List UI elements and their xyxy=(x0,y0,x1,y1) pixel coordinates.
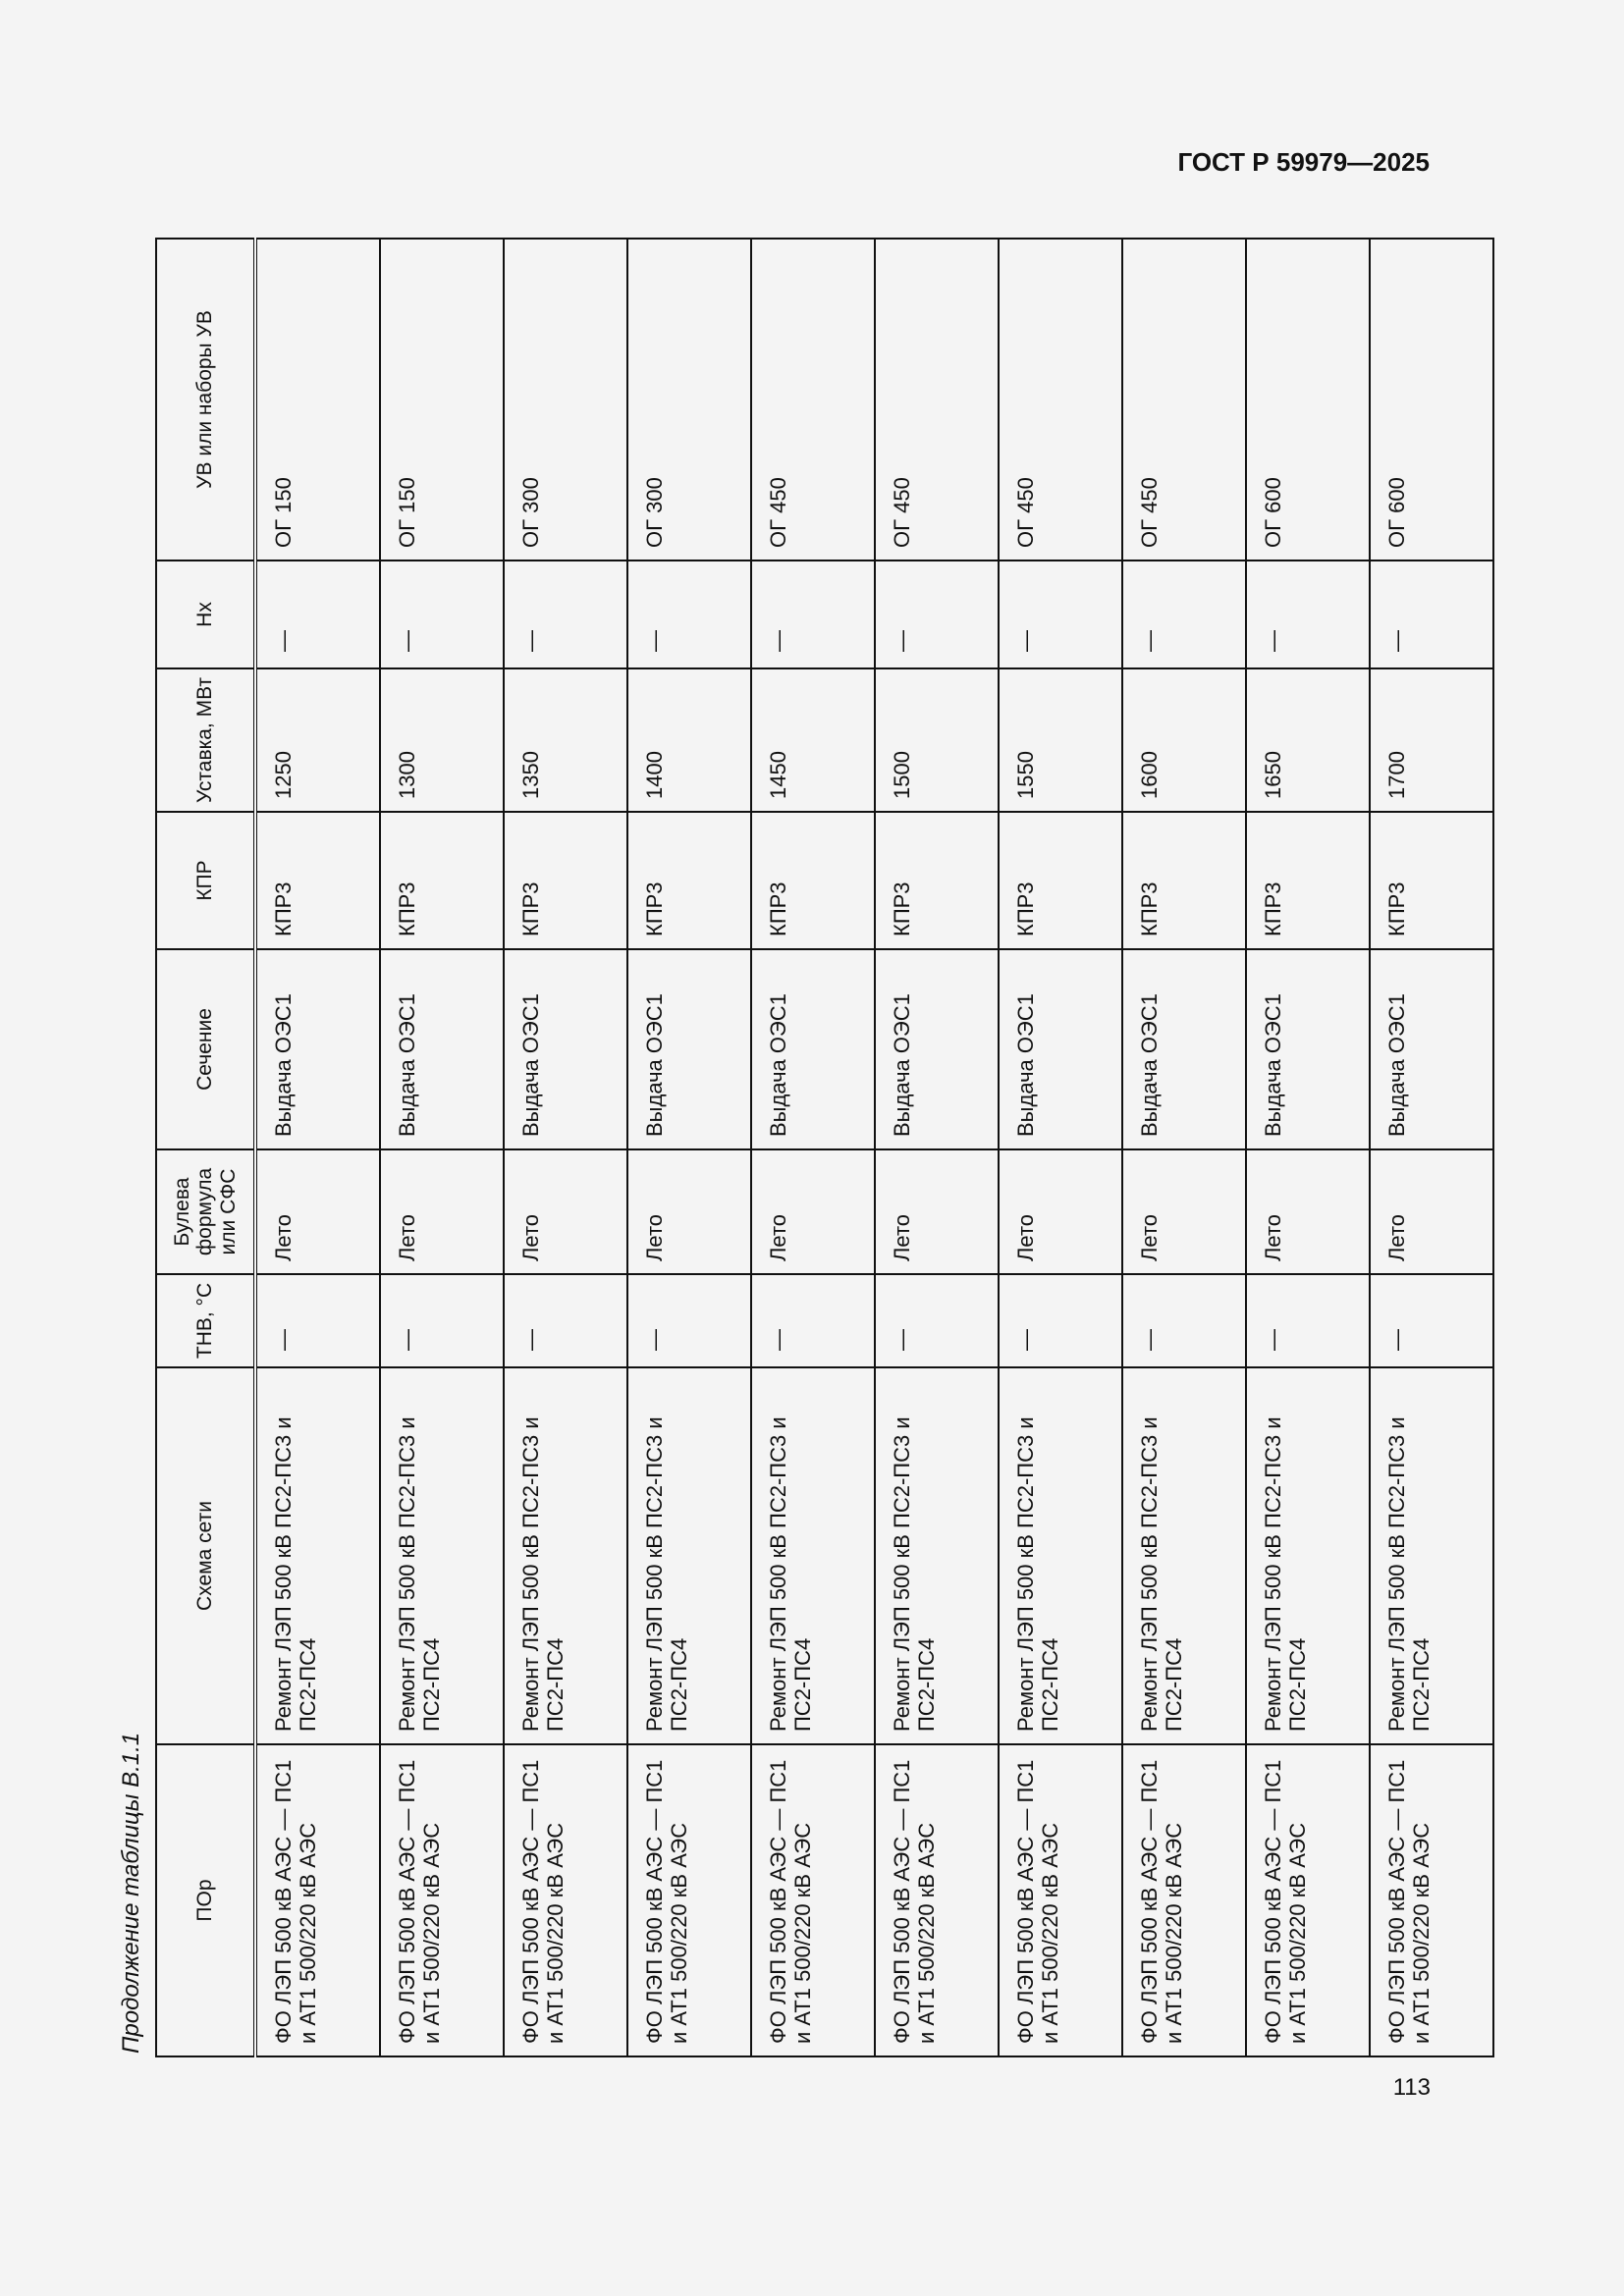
cell-setpoint: 1250 xyxy=(255,668,380,812)
cell-uv: ОГ 450 xyxy=(875,239,999,561)
cell-nx: — xyxy=(1122,561,1246,668)
table-row xyxy=(1246,239,1370,2056)
cell-kpr: КПР3 xyxy=(627,812,751,949)
cell-kpr: КПР3 xyxy=(380,812,504,949)
cell-tnv: — xyxy=(380,1274,504,1367)
cell-por: ФО ЛЭП 500 кВ АЭС — ПС1 и АТ1 500/220 кВ АЭС xyxy=(875,1744,999,2056)
col-header-formula: Булева формула или СФС xyxy=(156,1149,255,1274)
cell-formula: Лето xyxy=(255,1149,380,1274)
cell-scheme: Ремонт ЛЭП 500 кВ ПС2-ПС3 и ПС2-ПС4 xyxy=(1246,1367,1370,1744)
cell-setpoint: 1300 xyxy=(380,668,504,812)
cell-setpoint: 1450 xyxy=(751,668,875,812)
cell-por: ФО ЛЭП 500 кВ АЭС — ПС1 и АТ1 500/220 кВ АЭС xyxy=(255,1744,380,2056)
cell-kpr: КПР3 xyxy=(1370,812,1493,949)
cell-formula: Лето xyxy=(875,1149,999,1274)
table-row xyxy=(1122,239,1246,2056)
cell-por: ФО ЛЭП 500 кВ АЭС — ПС1 и АТ1 500/220 кВ АЭС xyxy=(627,1744,751,2056)
cell-section: Выдача ОЭС1 xyxy=(875,949,999,1149)
cell-scheme: Ремонт ЛЭП 500 кВ ПС2-ПС3 и ПС2-ПС4 xyxy=(875,1367,999,1744)
table-row xyxy=(999,239,1122,2056)
cell-formula: Лето xyxy=(999,1149,1122,1274)
cell-kpr: КПР3 xyxy=(751,812,875,949)
cell-por: ФО ЛЭП 500 кВ АЭС — ПС1 и АТ1 500/220 кВ АЭС xyxy=(1122,1744,1246,2056)
cell-uv: ОГ 450 xyxy=(751,239,875,561)
col-header-scheme: Схема сети xyxy=(156,1367,255,1744)
cell-nx: — xyxy=(1370,561,1493,668)
cell-section: Выдача ОЭС1 xyxy=(999,949,1122,1149)
cell-nx: — xyxy=(875,561,999,668)
table-row xyxy=(380,239,504,2056)
cell-setpoint: 1600 xyxy=(1122,668,1246,812)
cell-tnv: — xyxy=(751,1274,875,1367)
cell-section: Выдача ОЭС1 xyxy=(255,949,380,1149)
cell-nx: — xyxy=(751,561,875,668)
cell-por: ФО ЛЭП 500 кВ АЭС — ПС1 и АТ1 500/220 кВ АЭС xyxy=(1370,1744,1493,2056)
cell-nx: — xyxy=(255,561,380,668)
cell-tnv: — xyxy=(875,1274,999,1367)
cell-uv: ОГ 450 xyxy=(999,239,1122,561)
cell-section: Выдача ОЭС1 xyxy=(1370,949,1493,1149)
data-table xyxy=(155,238,1494,2057)
cell-setpoint: 1650 xyxy=(1246,668,1370,812)
cell-section: Выдача ОЭС1 xyxy=(1122,949,1246,1149)
col-header-setpoint: Уставка, МВт xyxy=(156,668,255,812)
table-row xyxy=(255,239,380,2056)
cell-kpr: КПР3 xyxy=(1246,812,1370,949)
cell-formula: Лето xyxy=(504,1149,627,1274)
table-row xyxy=(1370,239,1493,2056)
cell-uv: ОГ 300 xyxy=(504,239,627,561)
table-header-row xyxy=(156,239,255,2056)
cell-uv: ОГ 600 xyxy=(1246,239,1370,561)
cell-scheme: Ремонт ЛЭП 500 кВ ПС2-ПС3 и ПС2-ПС4 xyxy=(999,1367,1122,1744)
cell-tnv: — xyxy=(627,1274,751,1367)
cell-formula: Лето xyxy=(1370,1149,1493,1274)
document-header: ГОСТ Р 59979—2025 xyxy=(1177,147,1430,177)
cell-scheme: Ремонт ЛЭП 500 кВ ПС2-ПС3 и ПС2-ПС4 xyxy=(504,1367,627,1744)
rotated-table-block xyxy=(118,216,1435,2057)
col-header-nx: Нх xyxy=(156,561,255,668)
cell-kpr: КПР3 xyxy=(1122,812,1246,949)
cell-por: ФО ЛЭП 500 кВ АЭС — ПС1 и АТ1 500/220 кВ АЭС xyxy=(999,1744,1122,2056)
cell-por: ФО ЛЭП 500 кВ АЭС — ПС1 и АТ1 500/220 кВ АЭС xyxy=(380,1744,504,2056)
cell-nx: — xyxy=(999,561,1122,668)
cell-tnv: — xyxy=(999,1274,1122,1367)
cell-tnv: — xyxy=(504,1274,627,1367)
cell-setpoint: 1350 xyxy=(504,668,627,812)
cell-formula: Лето xyxy=(380,1149,504,1274)
cell-nx: — xyxy=(1246,561,1370,668)
cell-tnv: — xyxy=(1122,1274,1246,1367)
cell-section: Выдача ОЭС1 xyxy=(504,949,627,1149)
table-row xyxy=(627,239,751,2056)
col-header-section: Сечение xyxy=(156,949,255,1149)
cell-scheme: Ремонт ЛЭП 500 кВ ПС2-ПС3 и ПС2-ПС4 xyxy=(751,1367,875,1744)
cell-setpoint: 1400 xyxy=(627,668,751,812)
cell-scheme: Ремонт ЛЭП 500 кВ ПС2-ПС3 и ПС2-ПС4 xyxy=(1122,1367,1246,1744)
cell-section: Выдача ОЭС1 xyxy=(751,949,875,1149)
cell-por: ФО ЛЭП 500 кВ АЭС — ПС1 и АТ1 500/220 кВ АЭС xyxy=(751,1744,875,2056)
cell-uv: ОГ 150 xyxy=(255,239,380,561)
cell-section: Выдача ОЭС1 xyxy=(1246,949,1370,1149)
cell-scheme: Ремонт ЛЭП 500 кВ ПС2-ПС3 и ПС2-ПС4 xyxy=(1370,1367,1493,1744)
cell-uv: ОГ 300 xyxy=(627,239,751,561)
cell-kpr: КПР3 xyxy=(999,812,1122,949)
cell-formula: Лето xyxy=(751,1149,875,1274)
col-header-tnv: ТНВ, °С xyxy=(156,1274,255,1367)
cell-kpr: КПР3 xyxy=(504,812,627,949)
cell-nx: — xyxy=(380,561,504,668)
cell-setpoint: 1500 xyxy=(875,668,999,812)
cell-tnv: — xyxy=(1370,1274,1493,1367)
cell-por: ФО ЛЭП 500 кВ АЭС — ПС1 и АТ1 500/220 кВ АЭС xyxy=(1246,1744,1370,2056)
cell-formula: Лето xyxy=(1122,1149,1246,1274)
cell-scheme: Ремонт ЛЭП 500 кВ ПС2-ПС3 и ПС2-ПС4 xyxy=(627,1367,751,1744)
cell-nx: — xyxy=(627,561,751,668)
table-row xyxy=(504,239,627,2056)
cell-nx: — xyxy=(504,561,627,668)
cell-tnv: — xyxy=(1246,1274,1370,1367)
cell-scheme: Ремонт ЛЭП 500 кВ ПС2-ПС3 и ПС2-ПС4 xyxy=(380,1367,504,1744)
cell-setpoint: 1550 xyxy=(999,668,1122,812)
cell-kpr: КПР3 xyxy=(255,812,380,949)
col-header-kpr: КПР xyxy=(156,812,255,949)
cell-uv: ОГ 600 xyxy=(1370,239,1493,561)
cell-tnv: — xyxy=(255,1274,380,1367)
col-header-por: ПОр xyxy=(156,1744,255,2056)
cell-uv: ОГ 450 xyxy=(1122,239,1246,561)
cell-por: ФО ЛЭП 500 кВ АЭС — ПС1 и АТ1 500/220 кВ АЭС xyxy=(504,1744,627,2056)
cell-kpr: КПР3 xyxy=(875,812,999,949)
cell-setpoint: 1700 xyxy=(1370,668,1493,812)
cell-section: Выдача ОЭС1 xyxy=(627,949,751,1149)
table-caption: Продолжение таблицы В.1.1 xyxy=(118,1732,144,2054)
cell-section: Выдача ОЭС1 xyxy=(380,949,504,1149)
col-header-uv: УВ или наборы УВ xyxy=(156,239,255,561)
table-row xyxy=(751,239,875,2056)
cell-scheme: Ремонт ЛЭП 500 кВ ПС2-ПС3 и ПС2-ПС4 xyxy=(255,1367,380,1744)
cell-formula: Лето xyxy=(1246,1149,1370,1274)
page-number: 113 xyxy=(1392,2074,1431,2101)
cell-formula: Лето xyxy=(627,1149,751,1274)
table-row xyxy=(875,239,999,2056)
cell-uv: ОГ 150 xyxy=(380,239,504,561)
table-body xyxy=(255,239,1493,2056)
